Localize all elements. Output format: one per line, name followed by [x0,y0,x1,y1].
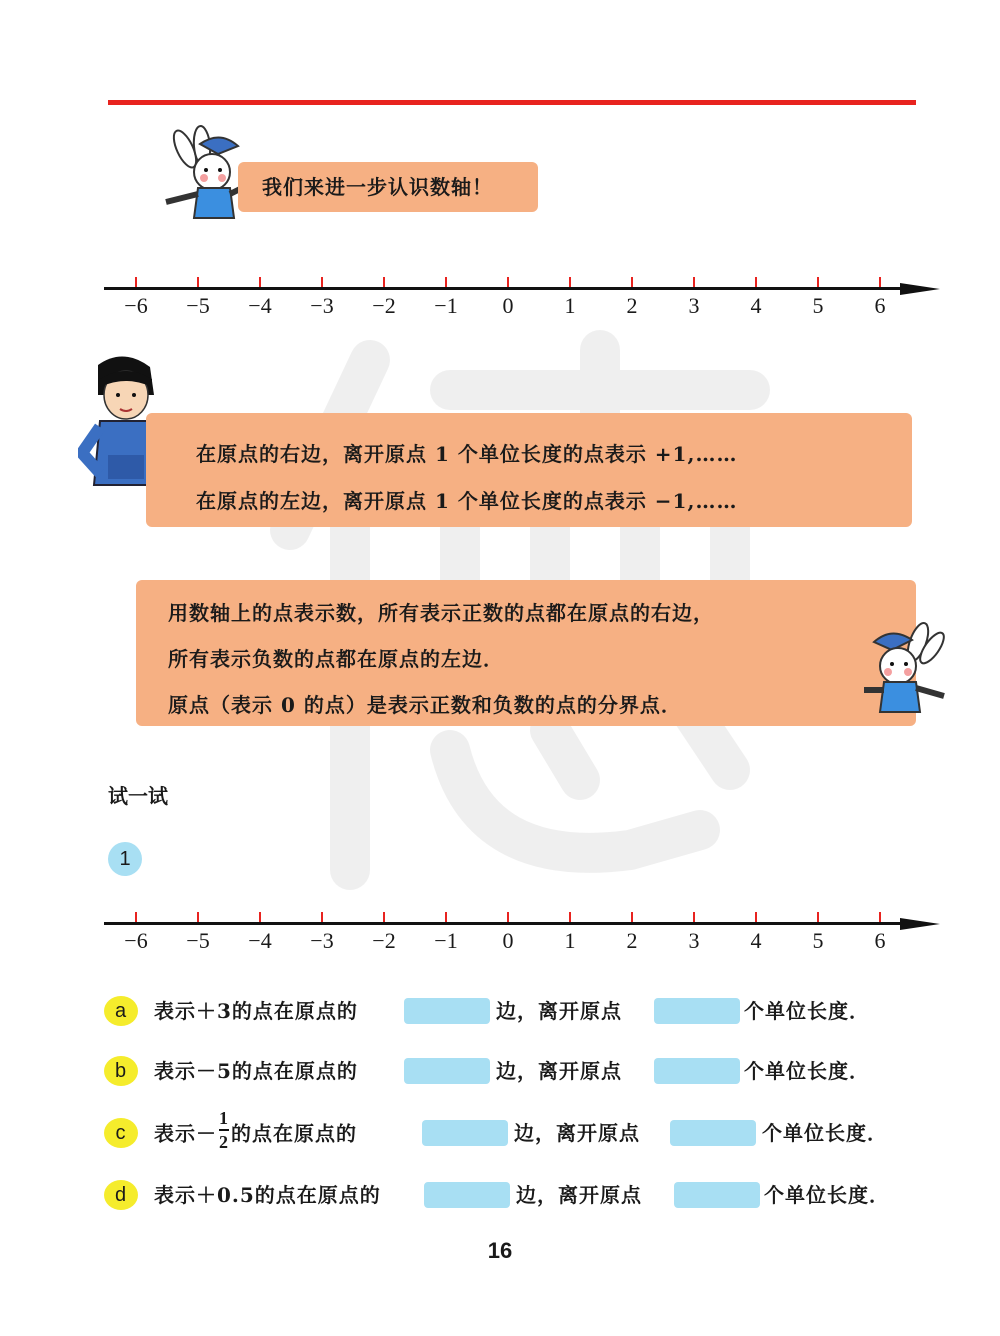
question-suffix: 个单位长度． [762,1121,888,1145]
question-mid: 边，离开原点 [516,1183,642,1207]
axis-tick-label: 3 [688,293,700,318]
question-badge: c [104,1118,138,1148]
axis-tick [755,277,757,287]
axis-tick [879,277,881,287]
axis-tick [259,277,261,287]
question-prefix: 表示＋0.5的点在原点的 [154,1183,381,1207]
question-mid: 边，离开原点 [496,999,622,1023]
axis-tick [321,277,323,287]
axis-tick [135,277,137,287]
question-suffix: 个单位长度． [744,1059,870,1083]
axis-tick-label: 3 [688,928,700,953]
axis-tick [197,277,199,287]
axis-tick-label: −3 [310,293,334,318]
axis-tick-label: 4 [750,928,762,953]
question-prefix [154,1108,357,1152]
question-suffix: 个单位长度． [744,999,870,1023]
answer-blank-side[interactable] [404,998,490,1024]
explanation-bubble [146,413,912,527]
axis-line [104,922,904,925]
axis-tick-label: 1 [564,293,576,318]
fraction-denominator: 2 [219,1132,229,1152]
axis-tick [879,912,881,922]
axis-tick-label: −4 [248,928,272,953]
axis-tick [755,912,757,922]
axis-tick-label: 1 [564,928,576,953]
axis-tick-label: −6 [124,293,148,318]
answer-blank-distance[interactable] [674,1182,760,1208]
axis-tick [693,912,695,922]
arrow-head-icon [900,280,940,298]
try-section-title: 试一试 [108,784,168,808]
question-suffix: 个单位长度． [764,1183,890,1207]
question-badge: a [104,996,138,1026]
axis-tick [321,912,323,922]
axis-tick-label: −5 [186,293,210,318]
question-mid: 边，离开原点 [496,1059,622,1083]
axis-tick-label: −3 [310,928,334,953]
answer-blank-side[interactable] [404,1058,490,1084]
explanation-line-2: 在原点的左边，离开原点 1 个单位长度的点表示 −1,…… [196,489,738,513]
axis-tick [817,912,819,922]
exercise-number-badge: 1 [108,842,142,876]
axis-tick-label: −2 [372,928,396,953]
top-red-rule [108,100,916,105]
axis-tick-label: −1 [434,293,458,318]
axis-tick-label: 2 [626,293,638,318]
answer-blank-side[interactable] [422,1120,508,1146]
axis-tick [445,912,447,922]
axis-tick-label: −1 [434,928,458,953]
axis-tick [445,277,447,287]
question-badge: b [104,1056,138,1086]
axis-tick-label: 0 [502,293,514,318]
axis-tick-label: −2 [372,293,396,318]
note-line-2: 所有表示负数的点都在原点的左边． [168,647,504,671]
answer-blank-side[interactable] [424,1182,510,1208]
axis-tick-label: 2 [626,928,638,953]
answer-blank-distance[interactable] [654,998,740,1024]
axis-tick [569,912,571,922]
explanation-line-1: 在原点的右边，离开原点 1 个单位长度的点表示 +1,…… [196,442,738,466]
axis-tick-label: 6 [874,293,886,318]
axis-tick-label: 4 [750,293,762,318]
axis-tick-label: −4 [248,293,272,318]
axis-tick [631,277,633,287]
question-prefix-a: 表示－ [154,1121,217,1146]
axis-line [104,287,904,290]
number-line-top [0,270,1000,330]
axis-tick [631,912,633,922]
intro-speech-text: 我们来进一步认识数轴！ [262,175,493,199]
rabbit-pointing-illustration [860,620,950,715]
axis-tick [817,277,819,287]
answer-blank-distance[interactable] [670,1120,756,1146]
axis-tick [135,912,137,922]
axis-tick [383,912,385,922]
fraction-numerator: 1 [219,1108,229,1128]
number-line-exercise [0,906,1000,966]
fraction [219,1108,229,1152]
axis-tick [383,277,385,287]
intro-speech-bubble [238,162,538,212]
axis-tick [507,912,509,922]
rule-note-box [136,580,916,726]
axis-tick [569,277,571,287]
question-badge: d [104,1180,138,1210]
note-line-3: 原点（表示 0 的点）是表示正数和负数的点的分界点． [168,693,682,717]
axis-tick [259,912,261,922]
question-prefix-b: 的点在原点的 [231,1121,357,1146]
axis-tick [693,277,695,287]
arrow-head-icon [900,915,940,933]
question-prefix: 表示＋3的点在原点的 [154,999,358,1023]
axis-tick-label: 5 [812,293,824,318]
axis-tick-label: −5 [186,928,210,953]
question-prefix: 表示－5的点在原点的 [154,1059,358,1083]
question-mid: 边，离开原点 [514,1121,640,1145]
page-number: 16 [487,1238,513,1263]
rabbit-character-illustration [160,124,250,219]
answer-blank-distance[interactable] [654,1058,740,1084]
axis-tick-label: 0 [502,928,514,953]
note-line-1: 用数轴上的点表示数，所有表示正数的点都在原点的右边， [168,601,714,625]
axis-tick-label: 6 [874,928,886,953]
axis-tick-label: −6 [124,928,148,953]
axis-tick [197,912,199,922]
axis-tick [507,277,509,287]
axis-tick-label: 5 [812,928,824,953]
